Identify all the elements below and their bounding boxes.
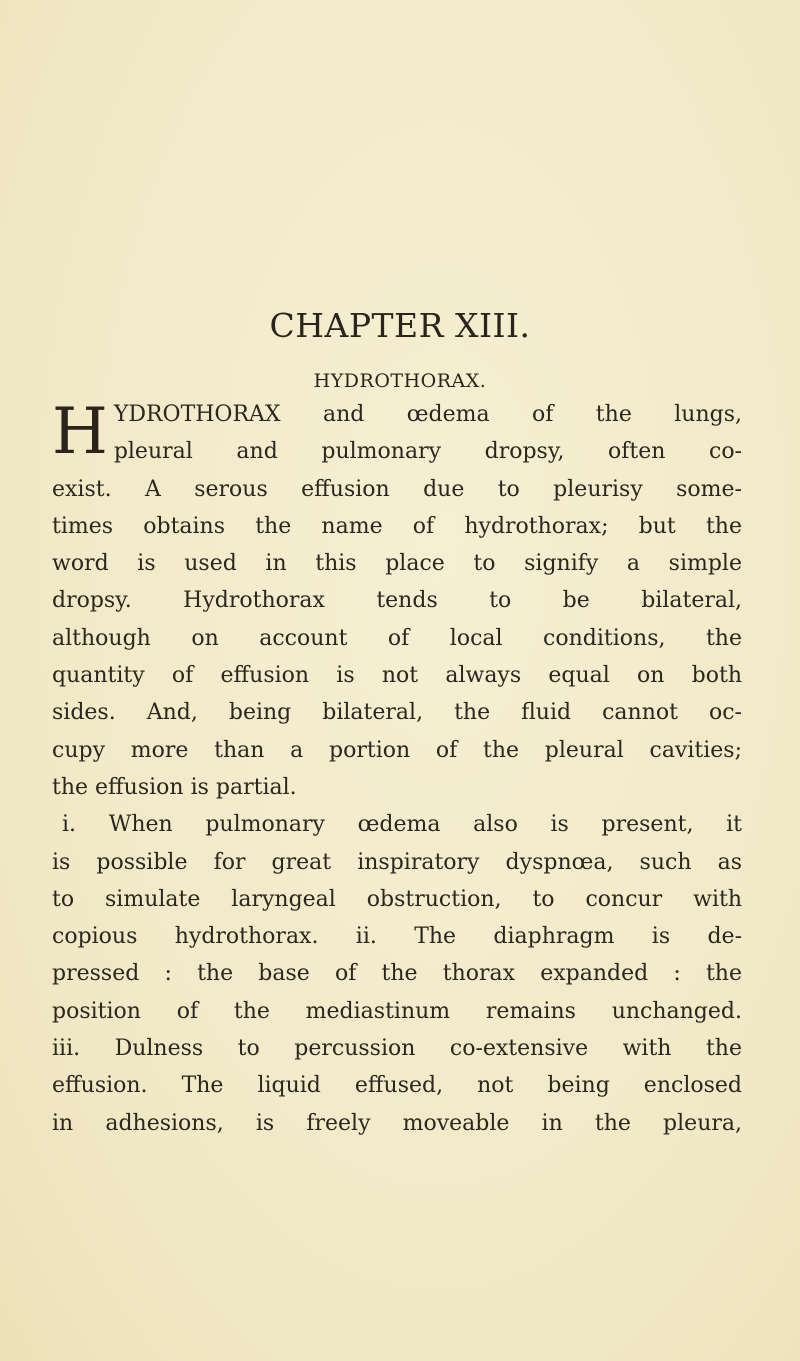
text-line: in adhesions, is freely moveable in the pleura, xyxy=(52,1110,742,1136)
text-line: cupy more than a portion of the pleural cavities; xyxy=(52,737,742,763)
text-line: iii. Dulness to percussion co-extensive with the xyxy=(52,1036,742,1062)
text-line: dropsy. Hydrothorax tends to be bilateral, xyxy=(52,588,742,614)
chapter-title: CHAPTER XIII. xyxy=(269,306,531,345)
text-line: quantity of effusion is not always equal on both xyxy=(52,663,742,689)
text-line: copious hydrothorax. ii. The diaphragm is de- xyxy=(52,924,742,950)
text-line: to simulate laryngeal obstruction, to concur with xyxy=(52,886,742,912)
text-line: exist. A serous effusion due to pleurisy some- xyxy=(52,476,742,502)
text-line: word is used in this place to signify a simple xyxy=(52,551,742,577)
text-line: is possible for great inspiratory dyspnœa, such as xyxy=(52,849,742,875)
text-line: times obtains the name of hydrothorax; but the xyxy=(52,513,742,539)
text-line: YDROTHORAX and œdema of the lungs, xyxy=(113,402,742,427)
text-line: i. When pulmonary œdema also is present, it xyxy=(62,812,742,838)
body-text xyxy=(52,396,742,1142)
text-line: sides. And, being bilateral, the fluid cannot oc- xyxy=(52,700,742,726)
section-title: HYDROTHORAX. xyxy=(313,370,487,392)
drop-cap: H xyxy=(52,395,108,469)
text-line: pressed : the base of the thorax expanded : the xyxy=(52,961,742,987)
text-line: although on account of local conditions, the xyxy=(52,625,742,651)
text-line: effusion. The liquid effused, not being enclosed xyxy=(52,1073,742,1099)
text-line: pleural and pulmonary dropsy, often co- xyxy=(113,439,742,465)
text-line: position of the mediastinum remains unchanged. xyxy=(52,998,742,1024)
text-line: the effusion is partial. xyxy=(52,774,297,800)
